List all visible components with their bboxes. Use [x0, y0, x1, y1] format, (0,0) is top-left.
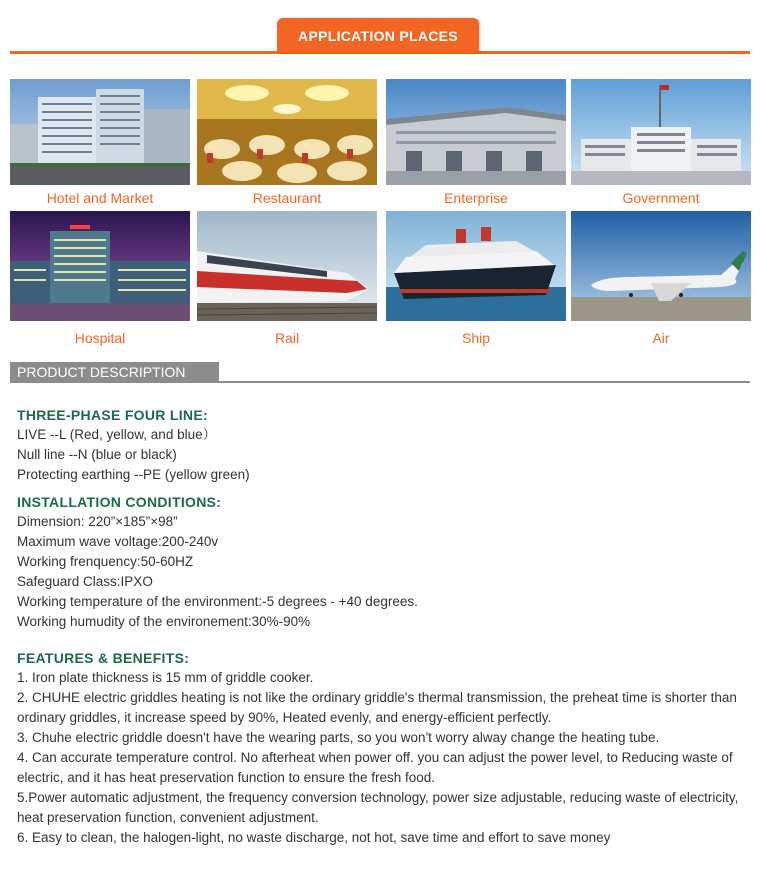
three-phase-heading: THREE-PHASE FOUR LINE:	[17, 407, 208, 423]
three-phase-line: LIVE --L (Red, yellow, and blue）	[17, 427, 217, 442]
product-description-header	[10, 362, 750, 383]
ship-image	[386, 211, 566, 321]
place-restaurant	[197, 79, 377, 206]
hotel-image	[10, 79, 190, 185]
installation-line: Working frenquency:50-60HZ	[17, 554, 194, 569]
rail-image	[197, 211, 377, 321]
installation-line: Dimension: 220”×185”×98”	[17, 514, 178, 529]
application-places-title: APPLICATION PLACES	[277, 18, 479, 52]
place-label: Government	[622, 190, 700, 206]
product-description-title: PRODUCT DESCRIPTION	[10, 362, 219, 381]
three-phase-line: Protecting earthing --PE (yellow green)	[17, 467, 250, 482]
feature-item: 1. Iron plate thickness is 15 mm of griddle cooker.	[17, 670, 314, 685]
product-description-divider	[10, 381, 750, 383]
place-air	[571, 211, 751, 346]
government-image	[571, 79, 751, 185]
application-places-header	[10, 18, 750, 54]
place-label: Air	[652, 330, 670, 346]
place-label: Restaurant	[252, 190, 322, 206]
place-ship	[386, 211, 566, 346]
feature-item: 3. Chuhe electric griddle doesn't have the wearing parts, so you won't worry alway change the heating tube.	[17, 730, 660, 745]
enterprise-image	[386, 79, 566, 185]
product-description-body	[17, 405, 752, 848]
place-label: Hotel and Market	[46, 190, 154, 206]
place-hotel-and-market	[10, 79, 190, 206]
place-hospital	[10, 211, 190, 346]
installation-heading: INSTALLATION CONDITIONS:	[17, 494, 222, 510]
place-label: Ship	[461, 330, 491, 346]
place-label: Rail	[274, 330, 300, 346]
place-government	[571, 79, 751, 206]
three-phase-line: Null line --N (blue or black)	[17, 447, 177, 462]
restaurant-image	[197, 79, 377, 185]
feature-item: 6. Easy to clean, the halogen-light, no waste discharge, not hot, save time and effort to save money	[17, 830, 611, 845]
place-rail	[197, 211, 377, 346]
feature-item: 4. Can accurate temperature control. No afterheat when power off. you can adjust the power level, to Reducing waste of electric, and it has heat preservation function to ensure the fresh food.	[17, 750, 733, 785]
installation-line: Maximum wave voltage:200-240v	[17, 534, 219, 549]
feature-item: 2. CHUHE electric griddles heating is not like the ordinary griddle's thermal transmission, the preheat time is shorter than ordinary griddles, it increase speed by 90%, Heated evenly, and energy-efficient perfectly.	[17, 690, 737, 725]
hospital-image	[10, 211, 190, 321]
place-enterprise	[386, 79, 566, 206]
air-image	[571, 211, 751, 321]
place-label: Hospital	[74, 330, 126, 346]
installation-line: Safeguard Class:IPXO	[17, 574, 153, 589]
features-heading: FEATURES & BENEFITS:	[17, 650, 190, 666]
feature-item: 5.Power automatic adjustment, the frequency conversion technology, power size adjustable, reducing waste of electricity, heat preservation function, convenient adjustment.	[17, 790, 739, 825]
installation-line: Working humudity of the environement:30%-90%	[17, 614, 311, 629]
installation-line: Working temperature of the environment:-5 degrees - +40 degrees.	[17, 594, 418, 609]
place-label: Enterprise	[444, 190, 508, 206]
